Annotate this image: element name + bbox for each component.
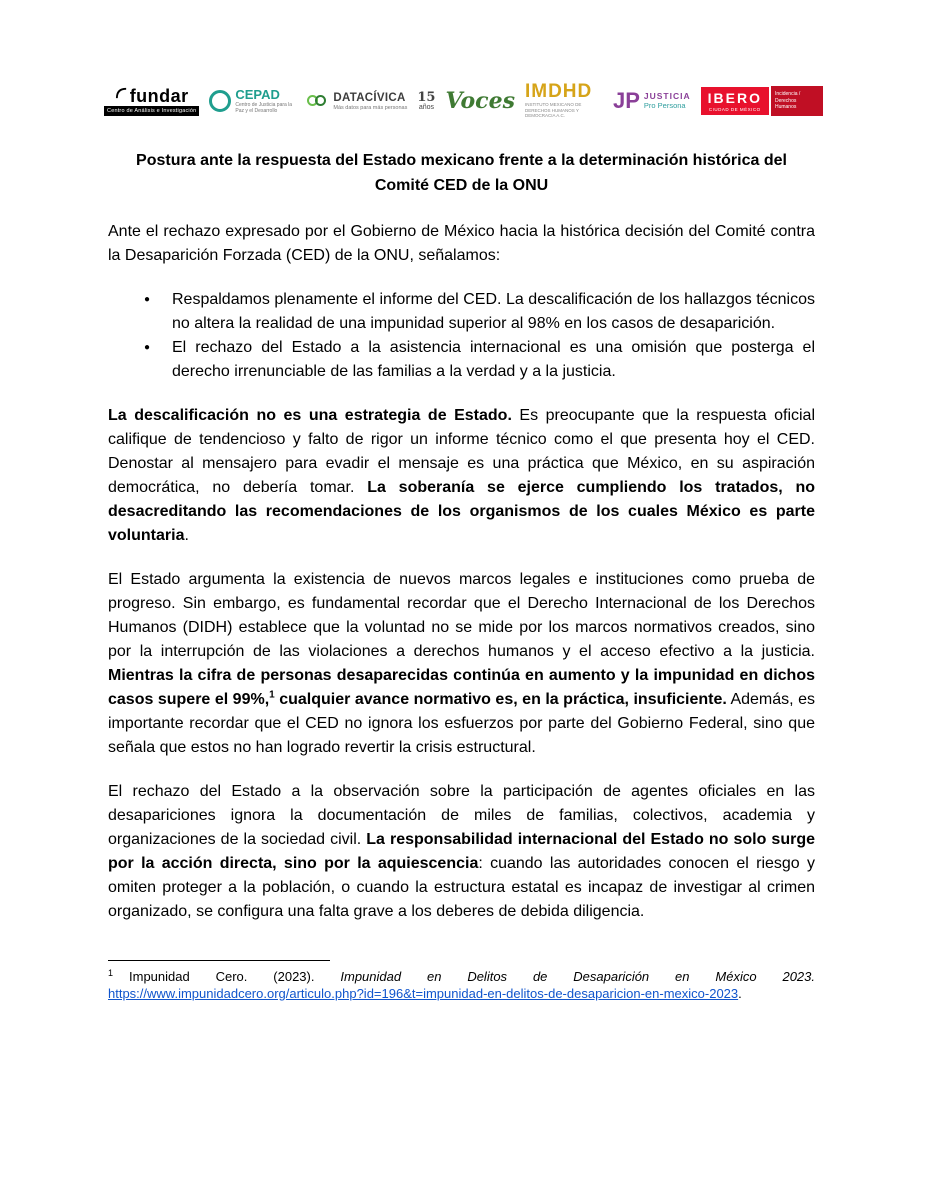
text-segment: Además, es importante recordar que el CED no ignora los esfuerzos por parte del Gobierno Federal, sino que señala que estos no han logrado revertir la crisis estructural. (108, 691, 815, 756)
logo-fundar (104, 87, 199, 116)
ibero-incidencia-badge: Incidencia / Derechos Humanos (771, 86, 823, 116)
text-segment-bold: La descalificación no es una estrategia de Estado. (108, 407, 512, 424)
logo-imdhd (525, 83, 603, 119)
datacivica-circles-icon (307, 93, 329, 109)
text-segment-bold: La soberanía se ejerce cumpliendo los tratados, no desacreditando las recomendaciones de los organismos de los cuales México es parte voluntaria (108, 479, 816, 544)
logo-15-anios (417, 89, 436, 111)
justicia-tagline: Pro Persona (643, 101, 686, 110)
text-segment: El Estado argumenta la existencia de nuevos marcos legales e instituciones como prueba de progreso. Sin embargo, es fundamental recordar que el Derecho Internacional de los Derechos Humanos (DIDH) establece que la voluntad no se mide por los marcos normativos creados, sino por la interrupción de las violaciones a derechos humanos y el acceso efectivo a la justicia. (108, 571, 815, 660)
voces-wordmark: Voces (445, 88, 515, 114)
fundar-tagline: Centro de Análisis e Investigación (104, 106, 199, 116)
ibero-city-label: CIUDAD DE MÉXICO (708, 107, 761, 112)
bullet-item-asistencia-internacional (144, 336, 815, 384)
footnote-divider (108, 960, 330, 961)
fundar-swoosh-icon (115, 87, 128, 105)
text-segment: Respaldamos plenamente el informe del CED. La descalificación de los hallazgos técnicos no altera la realidad de una impunidad superior al 98% en los casos de desaparición. (172, 291, 815, 332)
text-segment: . (184, 527, 189, 544)
ibero-wordmark: IBERO (707, 90, 762, 106)
bullet-marker-icon: ● (144, 294, 151, 305)
logo-datacivica (307, 92, 407, 111)
document-title: Postura ante la respuesta del Estado mexicano frente a la determinación histórica del Comité CED de la ONU (136, 152, 787, 194)
bullet-item-informe-ced (144, 288, 815, 336)
bullet-marker-icon: ● (144, 342, 151, 353)
logo-ibero (701, 86, 823, 116)
document-body (0, 148, 927, 1002)
paragraph-marcos-legales (108, 568, 815, 760)
anniversary-number: 15 (417, 89, 436, 105)
logo-justicia-pro-persona (613, 90, 691, 112)
text-segment-bold: Mientras la cifra de personas desaparecidas continúa en aumento y la impunidad en dichos casos supere el 99%, (108, 667, 815, 708)
footnote-source-title: Impunidad en Delitos de Desaparición en México 2023. (340, 969, 815, 984)
paragraph-responsabilidad (108, 780, 815, 924)
datacivica-wordmark: DATACÍVICA (333, 91, 406, 104)
justicia-wordmark: JUSTICIA (643, 91, 691, 101)
footnote-link[interactable]: https://www.impunidadcero.org/articulo.php?id=196&t=impunidad-en-delitos-de-desaparicion-en-mexico-2023 (108, 986, 739, 1001)
logo-cepad (209, 88, 297, 114)
footnote-source-text: Impunidad Cero. (2023). (129, 969, 341, 984)
footnote-period: . (738, 986, 742, 1001)
text-segment-bold: cualquier avance normativo es, en la práctica, insuficiente. (274, 691, 727, 708)
fundar-wordmark: fundar (129, 85, 189, 106)
imdhd-wordmark: IMDHD (524, 81, 593, 103)
cepad-wordmark: CEPAD (235, 87, 280, 102)
logo-voces (445, 89, 515, 113)
paragraph-descalificacion (108, 404, 815, 548)
text-segment: El rechazo del Estado a la asistencia internacional es una omisión que posterga el derecho irrenunciable de las familias a la verdad y a la justicia. (172, 339, 815, 380)
anniversary-word: años (418, 103, 434, 111)
intro-paragraph (108, 220, 815, 268)
footnote (108, 968, 815, 1002)
imdhd-tagline: INSTITUTO MEXICANO DE DERECHOS HUMANOS Y DEMOCRACIA A.C. (524, 102, 582, 119)
bullet-list (144, 288, 815, 384)
logo-strip (0, 0, 927, 122)
footnote-reference: 1 (269, 689, 275, 701)
text-segment: Es preocupante que la respuesta oficial califique de tendencioso y falto de rigor un informe técnico como el que presenta hoy el CED. Denostar al mensajero para evadir el mensaje es una práctica que México, en su aspiración democrática, no debería tomar. (108, 407, 815, 496)
datacivica-tagline: Más datos para más personas (333, 104, 408, 111)
footnote-number: 1 (108, 967, 114, 978)
text-segment: : cuando las autoridades conocen el riesgo y omiten proteger a la población, o cuando la estructura estatal es incapaz de investigar al crimen organizado, se configura una falta grave a los deberes de debida diligencia. (108, 855, 815, 920)
cepad-tagline: Centro de Justicia para la Paz y el Desarrollo (235, 102, 293, 114)
jp-monogram-icon: JP (612, 88, 640, 113)
text-segment: Ante el rechazo expresado por el Gobierno de México hacia la histórica decisión del Comité contra la Desaparición Forzada (CED) de la ONU, señalamos: (108, 223, 815, 264)
text-segment: El rechazo del Estado a la observación sobre la participación de agentes oficiales en las desapariciones ignora la documentación de miles de familias, colectivos, academia y organizaciones de la sociedad civil. (108, 783, 815, 848)
cepad-circle-icon (209, 90, 231, 112)
text-segment-bold: La responsabilidad internacional del Estado no solo surge por la acción directa, sino por la aquiescencia (108, 831, 815, 872)
